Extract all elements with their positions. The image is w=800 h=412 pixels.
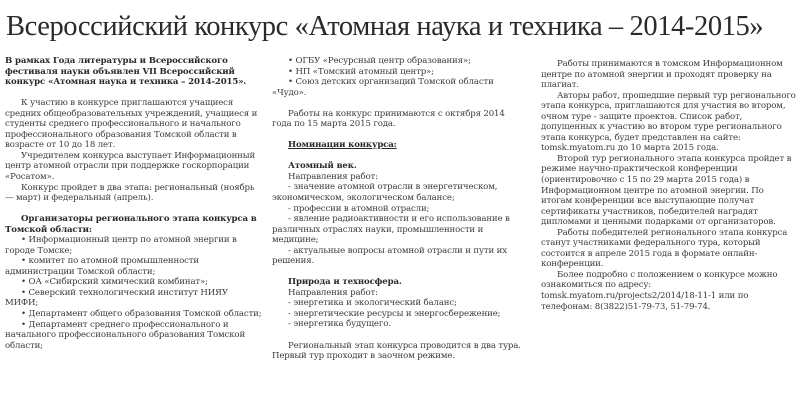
column-2	[272, 56, 524, 362]
direction-item: - профессии в атомной отрасли;	[288, 203, 430, 214]
direction-item: - значение атомной отрасли в энергетическом, экономическом, экологическом балансе;	[272, 182, 498, 203]
nomination-subtitle: Направления работ:	[288, 287, 378, 298]
direction-item: - энергетические ресурсы и энергосбережение;	[288, 308, 501, 319]
nominations-heading: Номинации конкурса:	[288, 140, 397, 151]
direction-item: - энергетика будущего.	[288, 319, 391, 330]
organizer-item: • Департамент среднего профессионального и начального профессионального образования Томской области;	[5, 319, 246, 351]
paragraph: Учредителем конкурса выступает Информационный центр атомной отрасли при поддержке госкорпорации «Росатом».	[5, 150, 256, 182]
organizer-item: • НП «Томский атомный центр»;	[288, 66, 434, 77]
column-3	[541, 59, 796, 312]
direction-item: - актуальные вопросы атомной отрасли и пути их решения.	[272, 245, 507, 267]
paragraph: Конкурс пройдет в два этапа: региональный (ноябрь — март) и федеральный (апрель).	[5, 182, 255, 204]
nomination-title: Атомный век.	[288, 161, 357, 172]
paragraph: Работы принимаются в томском Информационном центре по атомной энергии и проходят проверку на плагиат.	[541, 59, 783, 91]
contact-paragraph: Более подробно с положением о конкурсе можно ознакомиться по адресу: tomsk.myatom.ru/projects2/2014/18-11-1 или по телефонам: 8(3822)51-79-73, 51-79-74.	[541, 269, 778, 312]
paragraph: Работы победителей регионального этапа конкурса станут участниками федерального тура, который состоится в апреле 2015 года в формате онлайн-конференции.	[541, 227, 788, 270]
organizer-item: • Союз детских организаций Томской области «Чудо».	[272, 77, 494, 98]
column-1	[5, 56, 263, 351]
stages-paragraph: Региональный этап конкурса проводится в два тура. Первый тур проходит в заочном режиме.	[272, 340, 521, 362]
organizer-item: • ОГБУ «Ресурсный центр образования»;	[288, 56, 471, 66]
organizers-heading: Организаторы регионального этапа конкурса в Томской области:	[5, 214, 257, 235]
article-title: Всероссийский конкурс «Атомная наука и техника – 2014-2015»	[6, 11, 764, 42]
direction-item: - энергетика и экологический баланс;	[288, 298, 457, 309]
organizer-item: • комитет по атомной промышленности администрации Томской области;	[5, 256, 199, 277]
paragraph: Второй тур регионального этапа конкурса пройдет в режиме научно-практической конференции (ориентировочно с 15 по 29 марта 2015 года) в Информационном центре по атомной энергии. По итогам конференции все выступающие получат сертификаты участников, победителей наградят дипломами и ценными подарками от организаторов.	[541, 153, 792, 228]
organizer-item: • Северский технологический институт НИЯУ МИФИ;	[5, 287, 228, 309]
organizer-item: • Информационный центр по атомной энергии в городе Томске;	[5, 235, 237, 256]
paragraph: К участию в конкурсе приглашаются учащиеся средних общеобразовательных учреждений, учащиеся и студенты среднего профессионального и начального профессионального образования Томской области в возрасте от 10 до 18 лет.	[5, 98, 258, 151]
paragraph: Авторы работ, прошедшие первый тур регионального этапа конкурса, приглашаются для участия во втором, очном туре - защите проектов. Список работ, допущенных к участию во втором туре регионального этапа конкурса, будет представлен на сайте: tomsk.myatom.ru до 10 марта 2015 года.	[541, 90, 796, 154]
deadline-paragraph: Работы на конкурс принимаются с октября 2014 года по 15 марта 2015 года.	[272, 108, 505, 130]
nomination-subtitle: Направления работ:	[288, 171, 378, 182]
direction-item: - явление радиоактивности и его использование в различных отраслях науки, промышленности и медицине;	[272, 214, 510, 246]
nomination-title: Природа и техносфера.	[288, 277, 402, 288]
organizer-item: • ОА «Сибирский химический комбинат»;	[21, 277, 208, 288]
lead-paragraph: В рамках Года литературы и Всероссийского фестиваля науки объявлен VII Всероссийский конкурс «Атомная наука и техника – 2014-2015».	[5, 56, 247, 88]
organizer-item: • Департамент общего образования Томской области;	[21, 309, 262, 320]
